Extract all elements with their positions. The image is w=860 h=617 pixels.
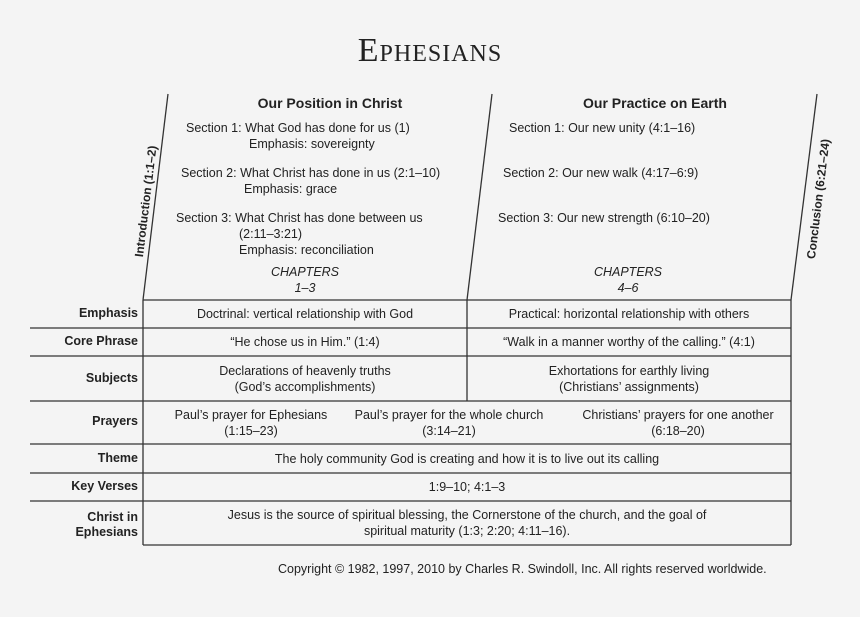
right-section-1: Section 1: Our new unity (4:1–16) <box>509 121 696 135</box>
prayer-2-text: Paul’s prayer for the whole church <box>354 407 544 422</box>
row-label-christ-line1: Christ in <box>87 510 138 524</box>
prayer-2-ref: (3:14–21) <box>422 423 476 438</box>
left-chapters-label: CHAPTERS <box>270 265 340 279</box>
left-section-1-emphasis: Emphasis: sovereignty <box>249 137 375 151</box>
emphasis-right: Practical: horizontal relationship with others <box>508 307 750 321</box>
key-verses-text: 1:9–10; 4:1–3 <box>428 480 506 494</box>
theme-text: The holy community God is creating and how it is to live out its calling <box>274 451 660 466</box>
left-section-2-title: Section 2: What Christ has done in us (2:1–10) <box>181 166 441 180</box>
christ-in-ephesians-text <box>143 501 791 545</box>
christ-text-line1: Jesus is the source of spiritual blessing, the Cornerstone of the church, and the goal of <box>227 508 707 522</box>
right-chapters-label: CHAPTERS <box>593 265 663 279</box>
right-heading: Our Practice on Earth <box>583 95 727 111</box>
prayer-3 <box>570 401 786 444</box>
left-chapters <box>240 264 370 296</box>
christ-text-line2: spiritual maturity (1:3; 2:20; 4:11–16). <box>363 524 571 538</box>
left-heading: Our Position in Christ <box>257 95 403 111</box>
row-label-christ-line2: Ephesians <box>75 525 138 539</box>
subjects-left-line1: Declarations of heavenly truths <box>219 363 391 378</box>
prayer-3-ref: (6:18–20) <box>651 423 705 438</box>
left-chapters-range: 1–3 <box>294 281 316 295</box>
prayer-1 <box>143 401 359 444</box>
left-section-3-emphasis: Emphasis: reconciliation <box>239 243 374 257</box>
conclusion-label: Conclusion (6:21–24) <box>804 138 833 260</box>
prayer-1-text: Paul’s prayer for Ephesians <box>174 407 328 422</box>
right-chapters <box>563 264 693 296</box>
row-label-prayers: Prayers <box>92 414 138 428</box>
subjects-right-line1: Exhortations for earthly living <box>548 363 710 378</box>
row-label-core-phrase: Core Phrase <box>64 334 138 348</box>
prayer-3-text: Christians’ prayers for one another <box>582 407 774 422</box>
copyright-notice: Copyright © 1982, 1997, 2010 by Charles R. Swindoll, Inc. All rights reserved worldwide. <box>278 562 767 576</box>
left-section-3-ref: (2:11–3:21) <box>239 227 303 241</box>
subjects-left-line2: (God’s accomplishments) <box>234 379 376 394</box>
right-section-3: Section 3: Our new strength (6:10–20) <box>498 211 710 225</box>
introduction-label: Introduction (1:1–2) <box>132 144 160 258</box>
left-section-1-title: Section 1: What God has done for us (1) <box>186 121 410 135</box>
row-label-subjects: Subjects <box>85 371 138 385</box>
core-phrase-left: “He chose us in Him.” (1:4) <box>230 335 380 349</box>
prayer-2 <box>341 401 557 444</box>
row-label-emphasis: Emphasis <box>78 306 138 320</box>
subjects-right <box>467 356 791 401</box>
right-section-2: Section 2: Our new walk (4:17–6:9) <box>503 166 699 180</box>
subjects-left <box>143 356 467 401</box>
left-section-3 <box>176 210 423 258</box>
row-label-christ-in-ephesians <box>30 510 138 540</box>
left-section-2 <box>181 165 440 197</box>
left-section-2-emphasis: Emphasis: grace <box>244 182 338 196</box>
right-chapters-range: 4–6 <box>617 281 639 295</box>
left-section-1 <box>186 120 410 152</box>
core-phrase-right: “Walk in a manner worthy of the calling.” (4:1) <box>503 335 755 349</box>
row-label-theme: Theme <box>97 451 138 465</box>
page-title: Ephesians <box>357 32 503 69</box>
left-section-3-title: Section 3: What Christ has done between us <box>176 211 423 225</box>
subjects-right-line2: (Christians’ assignments) <box>559 379 699 394</box>
emphasis-left: Doctrinal: vertical relationship with God <box>196 307 414 321</box>
prayer-1-ref: (1:15–23) <box>224 423 278 438</box>
row-label-key-verses: Key Verses <box>71 479 138 493</box>
